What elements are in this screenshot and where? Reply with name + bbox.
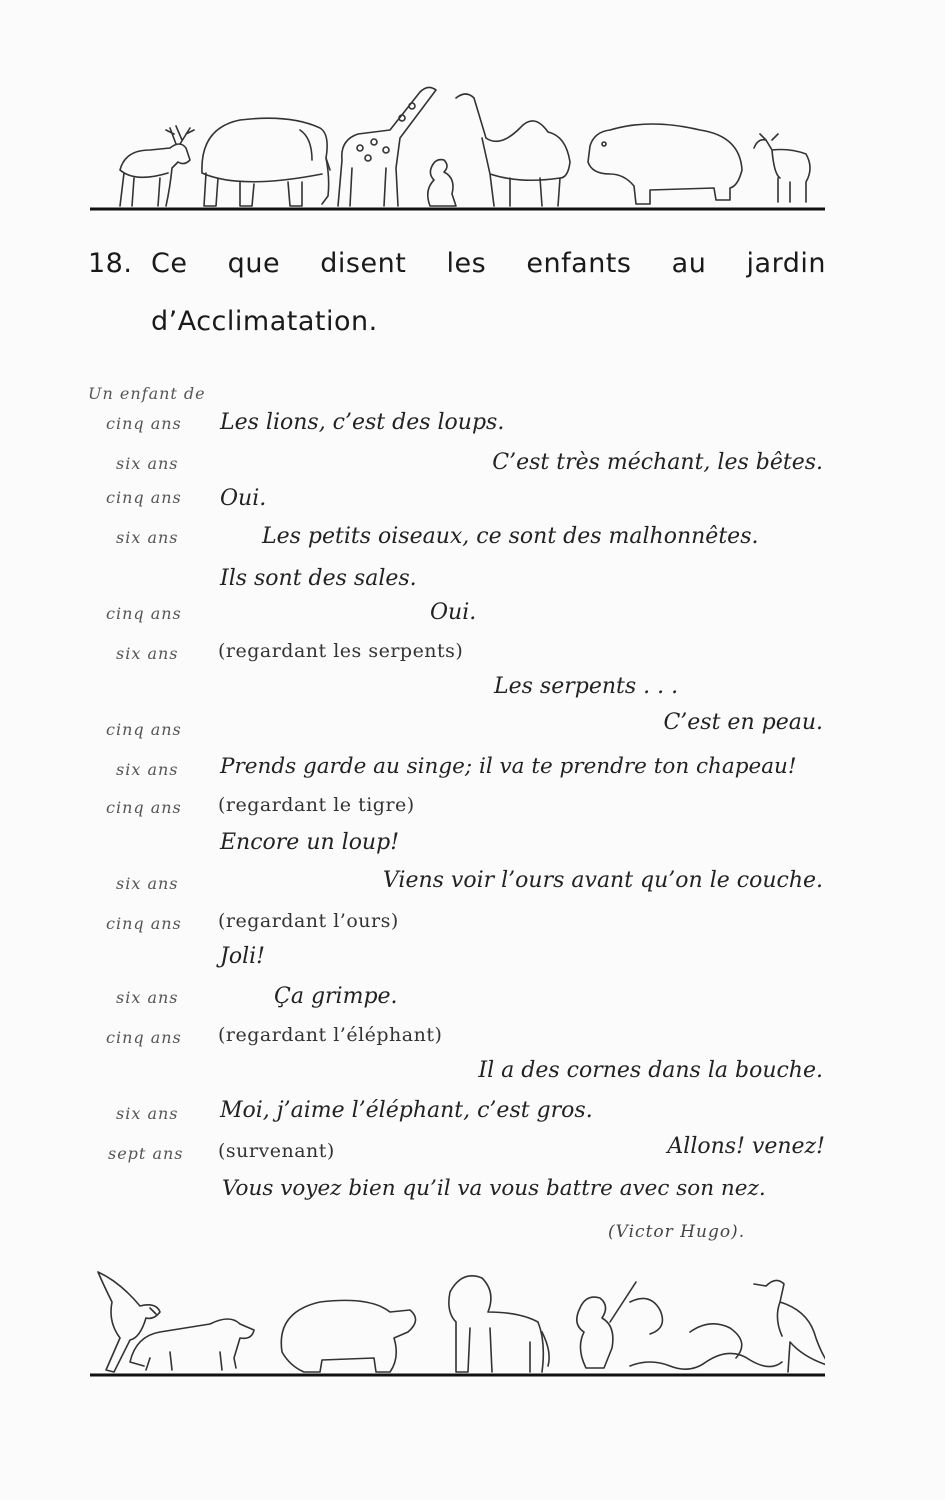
title-line-1: Ce que disent les enfants au jardin [151,248,826,279]
speaker-label: cinq ans [106,488,182,507]
speaker-label: six ans [116,874,179,893]
dialogue-line: Les petits oiseaux, ce sont des malhonnêtes. [262,524,759,549]
dialogue-line: Les lions, c’est des loups. [220,410,505,435]
chapter-number: 18. [88,248,133,279]
bottom-frieze-illustration [90,1262,825,1380]
dialogue-line: Vous voyez bien qu’il va vous battre avec son nez. [222,1176,766,1201]
top-frieze-illustration [90,78,825,213]
speaker-label: cinq ans [106,414,182,433]
top-animal-frieze [90,78,825,213]
monkey-illustration [428,160,456,206]
speaker-label: six ans [116,1104,179,1123]
stage-direction: (survenant) [218,1140,335,1162]
speaker-label: six ans [116,454,179,473]
dialogue-line: C’est très méchant, les bêtes. [492,450,823,475]
camel-illustration [456,94,570,206]
dialogue-line: Encore un loup! [220,830,400,855]
giraffe-illustration [338,87,436,206]
speaker-label: cinq ans [106,798,182,817]
speaker-label: six ans [116,988,179,1007]
goat-illustration [754,134,810,202]
dialogue-line: Allons! venez! [667,1134,825,1159]
parrot-illustration [98,1272,160,1372]
dialogue-line: Ça grimpe. [274,984,398,1009]
dialogue-line: Oui. [430,600,477,625]
stork-illustration [754,1280,825,1372]
stage-direction: (regardant le tigre) [218,794,415,816]
dialogue-line: C’est en peau. [663,710,823,735]
dialogue-line: Ils sont des sales. [220,566,417,591]
speaker-label: six ans [116,760,179,779]
dialogue-line: Joli! [220,944,265,969]
stage-direction: (regardant l’éléphant) [218,1024,443,1046]
bottom-animal-frieze [90,1262,825,1380]
title-line-2: d’Acclimatation. [151,306,378,337]
lion-illustration [449,1276,549,1372]
hippo-illustration [588,124,742,204]
dialogue-line: Il a des cornes dans la bouche. [478,1058,823,1083]
bear-illustration [281,1300,415,1372]
dialogue-line: Viens voir l’ours avant qu’on le couche. [382,868,823,893]
dialogue-line: Moi, j’aime l’éléphant, c’est gros. [220,1098,593,1123]
speaker-label: cinq ans [106,720,182,739]
snake-illustration [630,1298,782,1369]
dialogue-line: Oui. [220,486,267,511]
author-signature: (Victor Hugo). [608,1222,746,1242]
speaker-label: sept ans [108,1144,184,1163]
speaker-label: cinq ans [106,604,182,623]
monkey-with-stick-illustration [577,1282,636,1368]
dialogue-line: Prends garde au singe; il va te prendre ton chapeau! [220,754,797,779]
speaker-label: cinq ans [106,914,182,933]
speaker-label: cinq ans [106,1028,182,1047]
elephant-illustration [202,118,330,206]
stage-direction: (regardant les serpents) [218,640,464,662]
stage-direction: (regardant l’ours) [218,910,399,932]
speaker-intro: Un enfant de [88,384,206,403]
speaker-label: six ans [116,528,179,547]
speaker-label: six ans [116,644,179,663]
wolf-illustration [130,1319,254,1370]
moose-illustration [120,126,194,206]
dialogue-line: Les serpents . . . [494,674,679,699]
